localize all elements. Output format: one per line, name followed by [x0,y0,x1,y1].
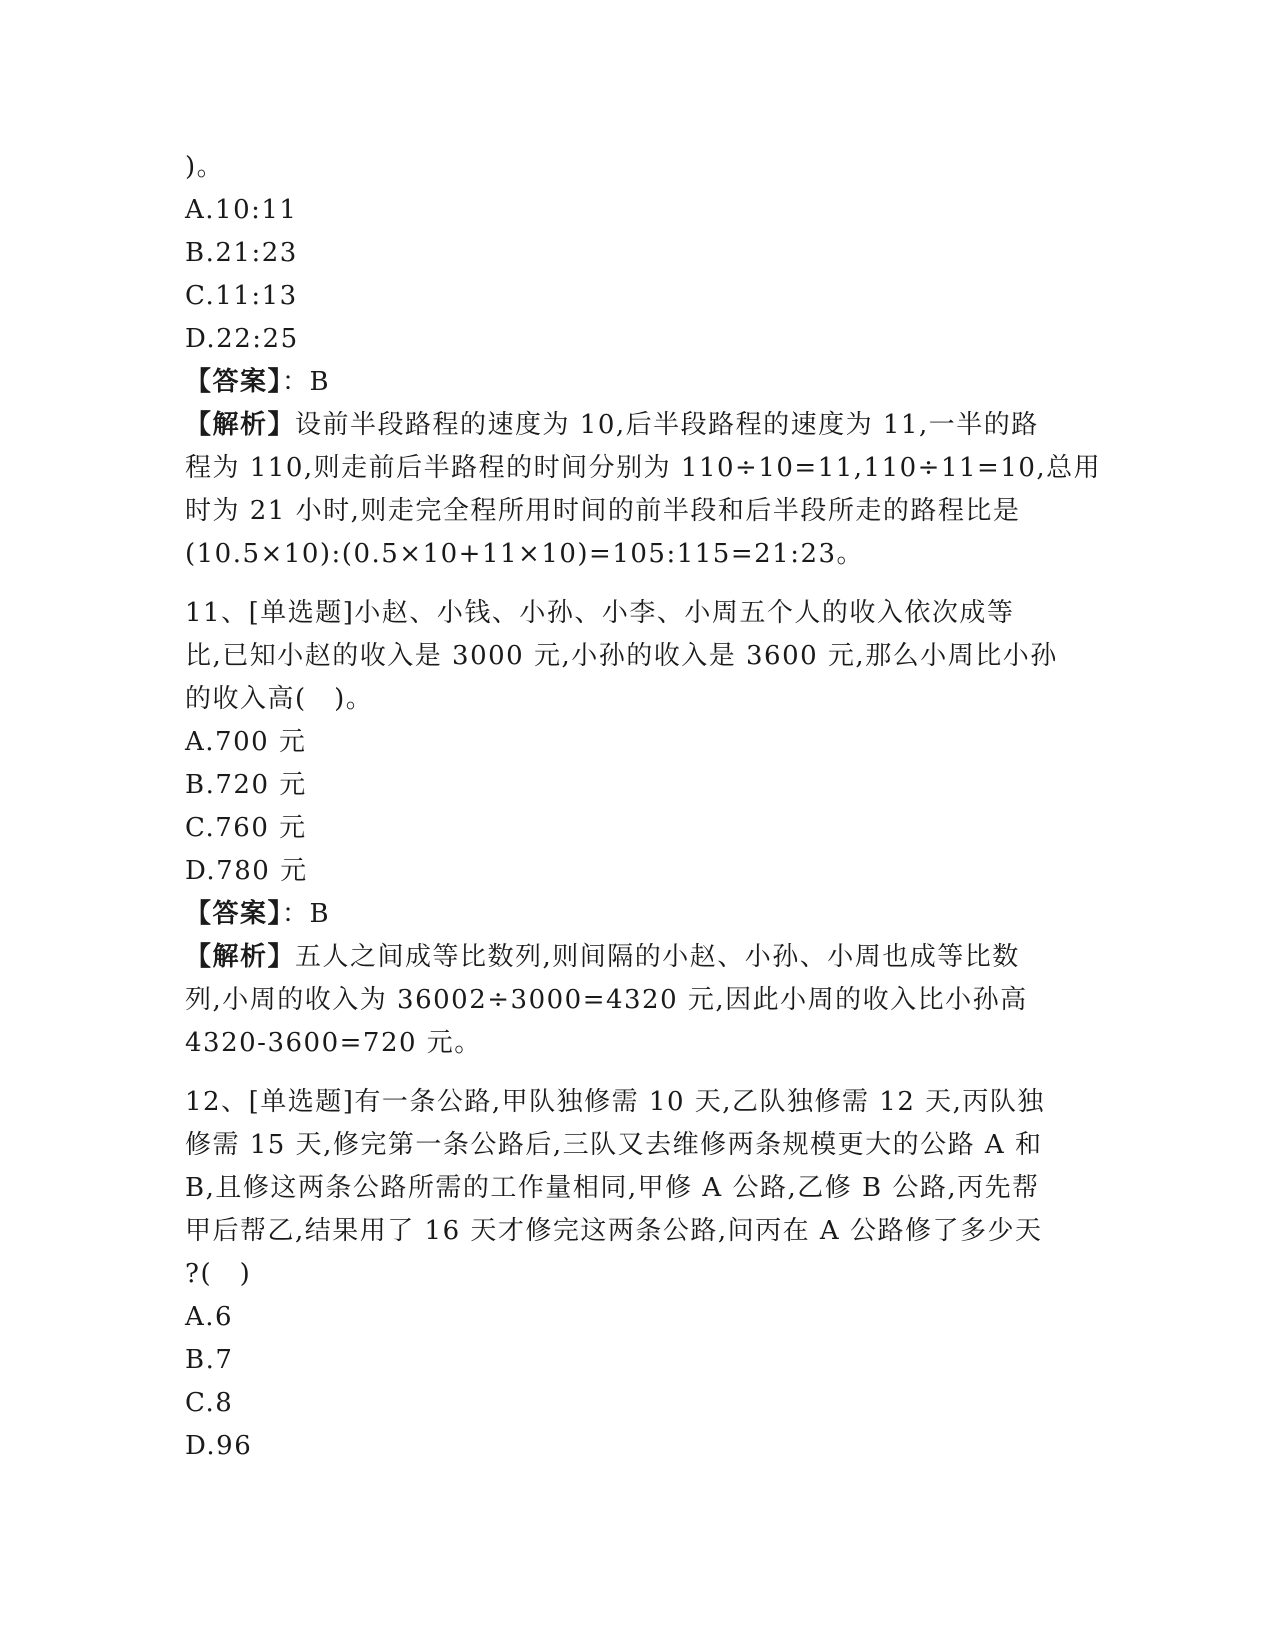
q10-analysis-line-3: 时为 21 小时,则走完全程所用时间的前半段和后半段所走的路程比是 [185,496,1021,526]
q12-stem-line-4: 甲后帮乙,结果用了 16 天才修完这两条公路,问丙在 A 公路修了多少天 [185,1216,1043,1246]
spacer [185,1065,1085,1081]
document-page [185,146,1102,1468]
q10-option-c: C.11:13 [185,281,298,311]
q10-analysis-line-2: 程为 110,则走前后半路程的时间分别为 110÷10=11,110÷11=10,总用 [185,453,1102,483]
q12-option-c: C.8 [185,1388,234,1418]
q12-option-a: A.6 [185,1302,234,1332]
q11-option-c: C.760 元 [185,813,307,843]
q11-answer [185,893,1085,936]
q10-option-a: A.10:11 [185,195,298,225]
q10-option-b: B.21:23 [185,238,298,268]
q11-option-d: D.780 元 [185,856,308,886]
q10-analysis-line-4: (10.5×10):(0.5×10+11×10)=105:115=21:23。 [185,539,865,569]
q10-option-d: D.22:25 [185,324,299,354]
q10-stem-tail: )。 [185,152,225,182]
q10-analysis-text-1: 设前半段路程的速度为 10,后半段路程的速度为 11,一半的路 [295,410,1039,440]
q11-analysis-label: 【解析】 [185,942,296,972]
q11-stem-line-1: 11、[单选题]小赵、小钱、小孙、小李、小周五个人的收入依次成等 [185,598,1015,628]
spacer [185,576,1085,592]
q11-analysis-line-3: 4320-3600=720 元。 [185,1028,482,1058]
q12-stem-line-5: ?( ) [185,1259,252,1289]
q11-answer-value: ：B [282,899,331,929]
q12-stem-line-3: B,且修这两条公路所需的工作量相同,甲修 A 公路,乙修 B 公路,丙先帮 [185,1173,1040,1203]
q11-answer-label: 【答案】 [185,899,283,929]
q12-stem-line-2: 修需 15 天,修完第一条公路后,三队又去维修两条规模更大的公路 A 和 [185,1130,1043,1160]
q11-analysis-line-2: 列,小周的收入为 36002÷3000=4320 元,因此小周的收入比小孙高 [185,985,1028,1015]
q12-option-d: D.96 [185,1431,253,1461]
q10-answer-value: ：B [282,367,331,397]
q10-answer [185,361,1085,404]
q11-option-b: B.720 元 [185,770,307,800]
q10-analysis-label: 【解析】 [185,410,296,440]
q12-stem-line-1: 12、[单选题]有一条公路,甲队独修需 10 天,乙队独修需 12 天,丙队独 [185,1087,1045,1117]
q11-option-a: A.700 元 [185,727,307,757]
q11-stem-line-3: 的收入高( )。 [185,684,374,714]
q11-stem-line-2: 比,已知小赵的收入是 3000 元,小孙的收入是 3600 元,那么小周比小孙 [185,641,1058,671]
q12-option-b: B.7 [185,1345,234,1375]
q10-analysis-line-1 [185,404,1085,447]
q11-analysis-line-1 [185,936,1085,979]
q10-answer-label: 【答案】 [185,367,283,397]
q11-analysis-text-1: 五人之间成等比数列,则间隔的小赵、小孙、小周也成等比数 [295,942,1020,972]
